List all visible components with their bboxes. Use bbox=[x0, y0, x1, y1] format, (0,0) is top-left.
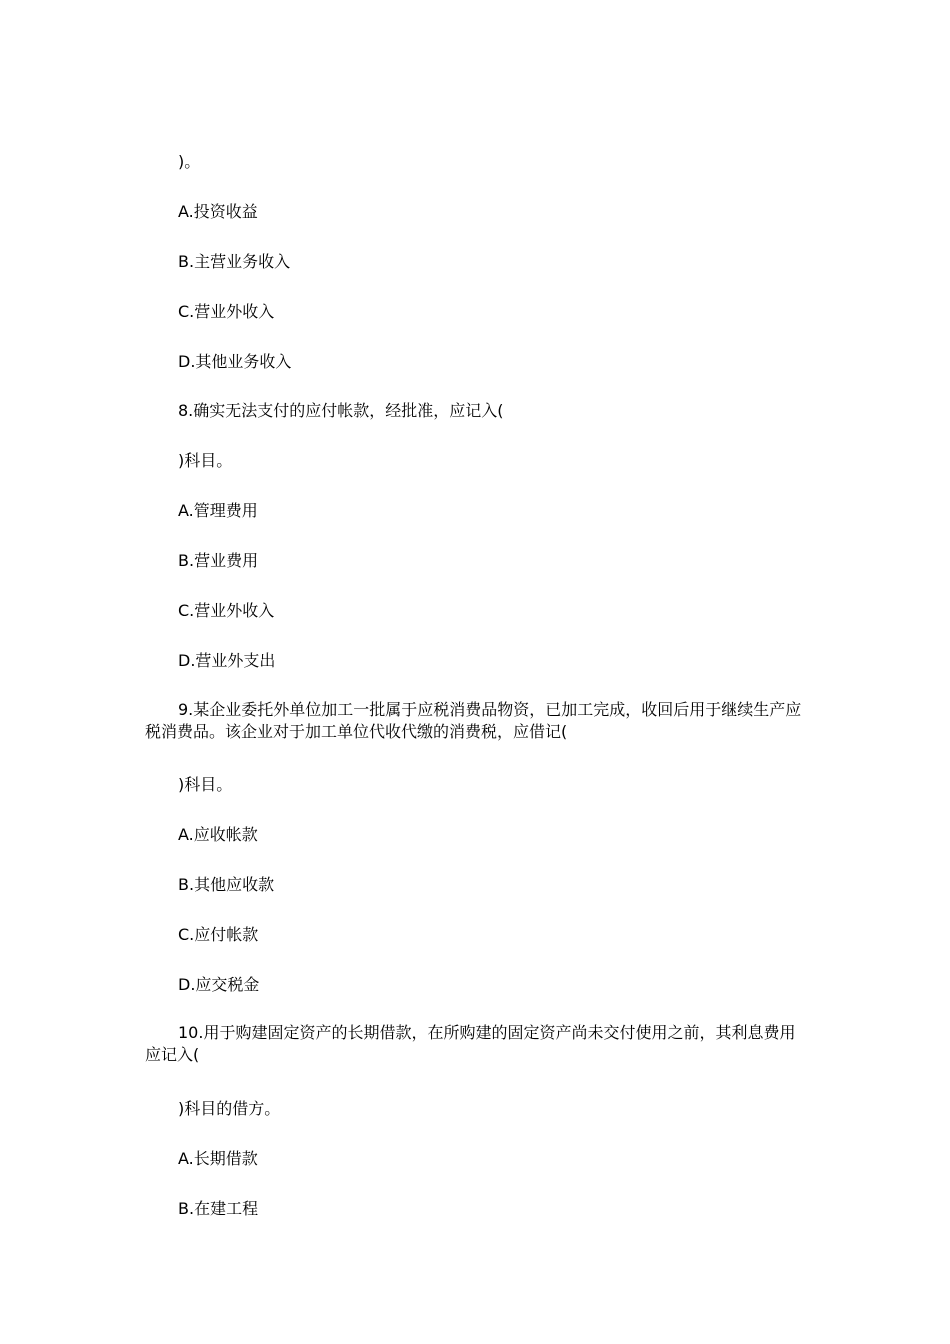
option-c: C.应付帐款 bbox=[178, 925, 259, 944]
text-line: )。 bbox=[178, 152, 201, 171]
option-b: B.其他应收款 bbox=[178, 875, 275, 894]
option-a: A.长期借款 bbox=[178, 1149, 258, 1168]
question-9: 9.某企业委托外单位加工一批属于应税消费品物资，已加工完成，收回后用于继续生产应税消费品。该企业对于加工单位代收代缴的消费税，应借记( bbox=[145, 700, 802, 741]
option-d: D.营业外支出 bbox=[178, 651, 276, 670]
option-b: B.营业费用 bbox=[178, 551, 259, 570]
option-a: A.管理费用 bbox=[178, 501, 258, 520]
option-a: A.投资收益 bbox=[178, 202, 258, 221]
option-d: D.其他业务收入 bbox=[178, 352, 292, 371]
option-c: C.营业外收入 bbox=[178, 302, 275, 321]
option-c: C.营业外收入 bbox=[178, 601, 275, 620]
option-d: D.应交税金 bbox=[178, 975, 260, 994]
question-10: 10.用于购建固定资产的长期借款，在所购建的固定资产尚未交付使用之前，其利息费用应记入( bbox=[145, 1023, 796, 1064]
text-line: )科目。 bbox=[178, 451, 233, 470]
text-line: )科目。 bbox=[178, 775, 233, 794]
option-a: A.应收帐款 bbox=[178, 825, 258, 844]
option-b: B.在建工程 bbox=[178, 1199, 259, 1218]
text-line: )科目的借方。 bbox=[178, 1099, 281, 1118]
option-b: B.主营业务收入 bbox=[178, 252, 291, 271]
question-8: 8.确实无法支付的应付帐款，经批准，应记入( bbox=[178, 401, 504, 420]
